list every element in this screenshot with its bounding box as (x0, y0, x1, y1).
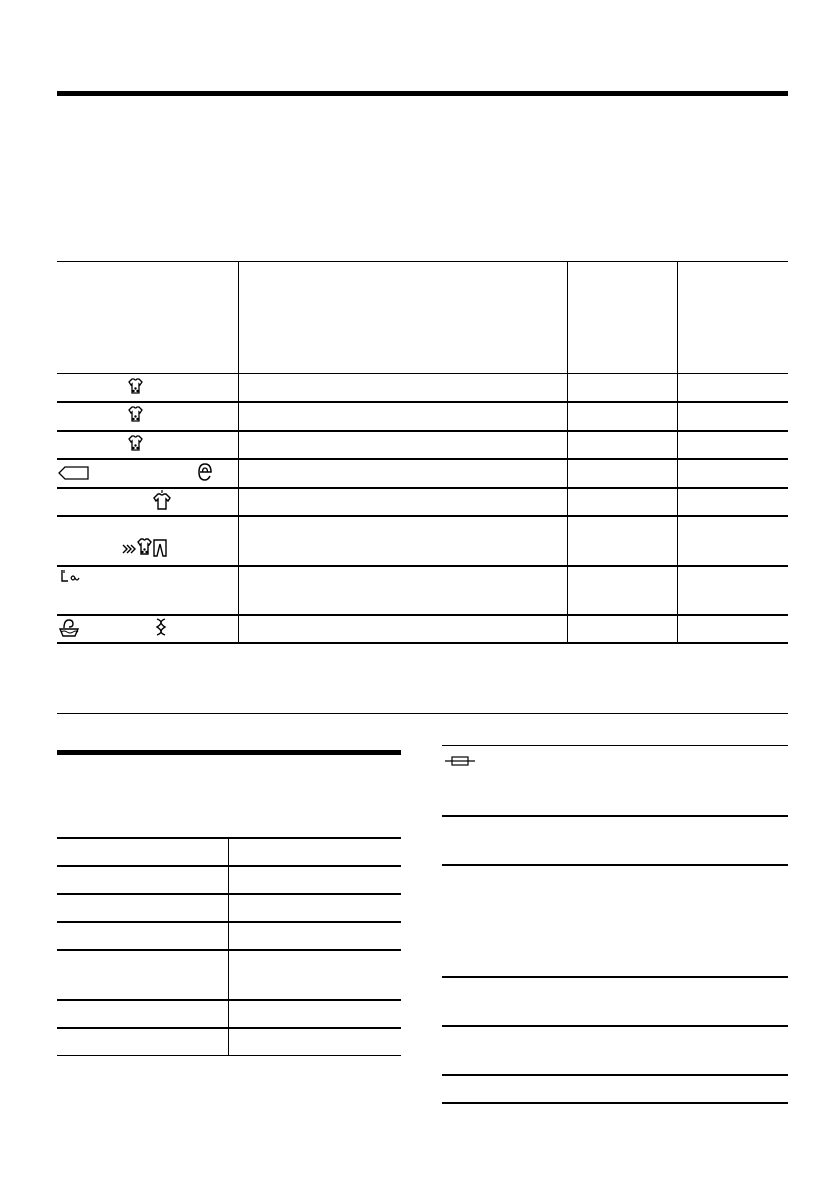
main-table-row-line (57, 458, 788, 460)
right-table-row-line (442, 864, 788, 866)
hand-wash-icon (58, 616, 80, 638)
eco-e-icon (197, 462, 213, 482)
left-table-row-line (57, 837, 401, 839)
left-table-row-line (57, 999, 401, 1001)
shirt-mixed-icon (127, 405, 144, 423)
left-table-bottom-line (57, 1055, 401, 1056)
left-table-row-line (57, 865, 401, 867)
tag-outline-icon (58, 466, 90, 480)
main-table-header-rule (57, 261, 788, 262)
main-table-col-divider-1 (238, 262, 239, 642)
right-table-bottom-line (442, 1102, 788, 1104)
left-table-header-rule (57, 750, 401, 755)
main-table-row-line (57, 565, 788, 567)
right-table-top-line (442, 745, 788, 746)
main-table-row-line (57, 515, 788, 517)
right-table-row-line (442, 815, 788, 817)
main-table-bottom-line (57, 713, 788, 714)
header-rule (57, 91, 788, 96)
left-table-col-divider (228, 838, 229, 1056)
right-table-row-line (442, 976, 788, 978)
left-table-row-line (57, 949, 401, 951)
main-table-col-divider-2 (567, 262, 568, 642)
main-table-col-divider-3 (677, 262, 678, 642)
left-table-row-line (57, 921, 401, 923)
main-table-row-line (57, 642, 788, 644)
twisted-yarn-icon (154, 617, 168, 637)
fuse-icon (445, 755, 475, 767)
left-table-row-line (57, 893, 401, 895)
trousers-icon (152, 538, 168, 558)
shirt-mixed-icon (136, 537, 153, 557)
main-table-row-line (57, 401, 788, 403)
main-table-row-line (57, 373, 788, 374)
shirt-mixed-icon (127, 434, 144, 452)
left-table-row-line (57, 1027, 401, 1029)
shirt-hanger-icon (152, 489, 172, 511)
right-table-row-line (442, 1025, 788, 1027)
shirt-mixed-icon (127, 377, 144, 395)
main-table-row-line (57, 430, 788, 432)
silk-wool-icon (59, 568, 81, 586)
main-table-row-line (57, 614, 788, 616)
right-table-row-line (442, 1074, 788, 1076)
